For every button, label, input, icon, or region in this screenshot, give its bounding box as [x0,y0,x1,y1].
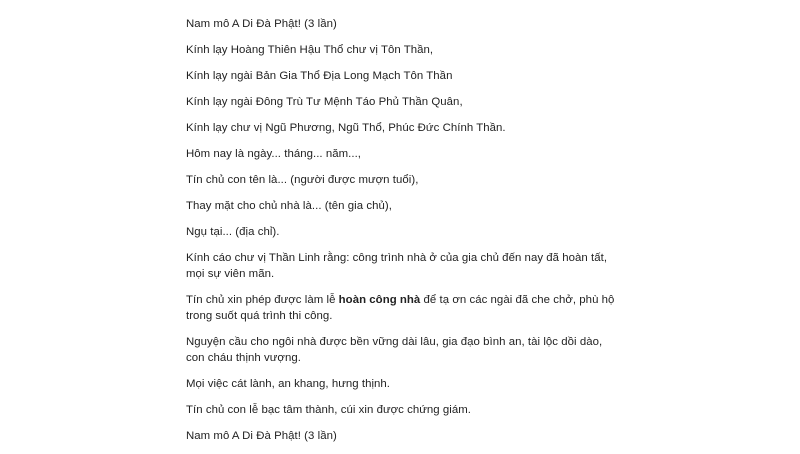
paragraph-prayer: Nguyện cầu cho ngôi nhà được bền vững dài lâu, gia đạo bình an, tài lộc dồi dào, con cháu thịnh vượng. [186,336,603,364]
paragraph-ban-gia: Kính lạy ngài Bản Gia Thổ Địa Long Mạch Tôn Thần [186,70,453,82]
paragraph-thanks [186,292,616,324]
closing-invocation: Nam mô A Di Đà Phật! (3 lần) [186,430,337,442]
paragraph-address: Ngụ tại... (địa chỉ). [186,226,280,238]
paragraph-dong-tru: Kính lạy ngài Đông Trù Tư Mệnh Táo Phủ Thần Quân, [186,96,463,108]
paragraph-tin-chu-name: Tín chủ con tên là... (người được mượn tuổi), [186,174,419,186]
paragraph-ngu-phuong: Kính lạy chư vị Ngũ Phương, Ngũ Thổ, Phúc Đức Chính Thần. [186,122,506,134]
thanks-text-bold: hoàn công nhà [338,294,421,306]
document-body [186,16,616,454]
paragraph-announcement: Kính cáo chư vị Thần Linh rằng: công trình nhà ở của gia chủ đến nay đã hoàn tất, mọi sự viên mãn. [186,252,608,280]
paragraph-blessing: Mọi việc cát lành, an khang, hưng thịnh. [186,378,391,390]
paragraph-offering: Tín chủ con lễ bạc tâm thành, cúi xin được chứng giám. [186,404,472,416]
paragraph-date: Hôm nay là ngày... tháng... năm..., [186,148,362,160]
paragraph-chu-nha: Thay mặt cho chủ nhà là... (tên gia chủ), [186,200,392,212]
thanks-text-after: để tạ ơn các ngài đã che chở, phù hộ trong suốt quá trình thi công. [186,294,615,322]
opening-invocation: Nam mô A Di Đà Phật! (3 lần) [186,18,337,30]
thanks-text-before: Tín chủ xin phép được làm lễ [186,294,339,306]
paragraph-hoang-thien: Kính lạy Hoàng Thiên Hậu Thổ chư vị Tôn Thần, [186,44,434,56]
